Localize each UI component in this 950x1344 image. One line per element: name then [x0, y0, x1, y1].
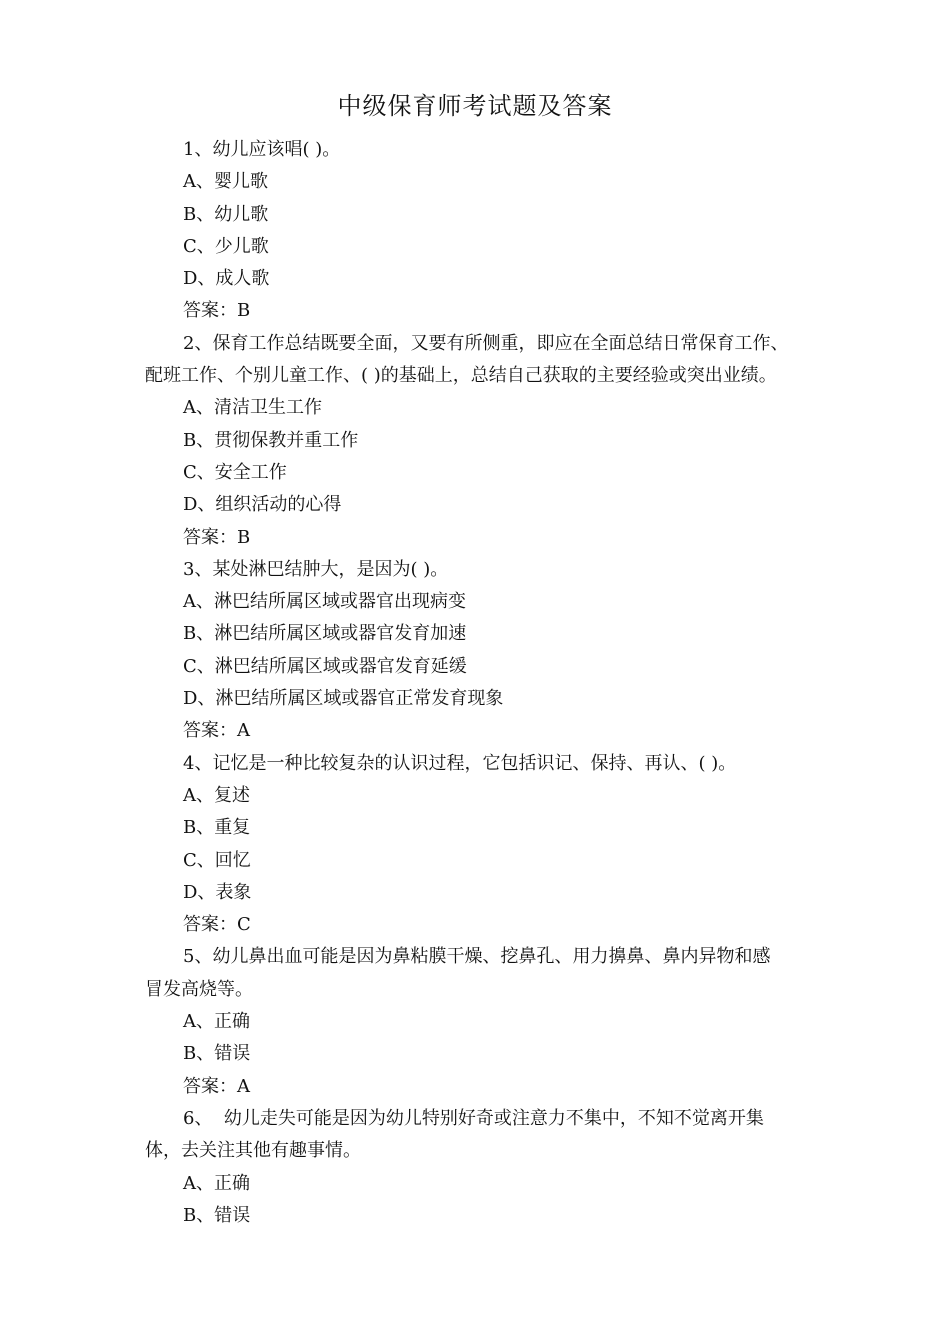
question-3-option-c: C、淋巴结所属区域或器官发育延缓	[183, 655, 467, 677]
question-3-stem: 3、某处淋巴结肿大，是因为( )。	[183, 558, 449, 580]
question-5-stem-line-1: 5、幼儿鼻出血可能是因为鼻粘膜干燥、挖鼻孔、用力擤鼻、鼻内异物和感	[183, 946, 771, 968]
question-5-option-a: A、正确	[183, 1011, 250, 1033]
question-1-option-d: D、成人歌	[183, 268, 270, 290]
question-2-option-b: B、贯彻保教并重工作	[183, 429, 359, 451]
question-5-answer: 答案：A	[183, 1075, 250, 1097]
question-3-option-d: D、淋巴结所属区域或器官正常发育现象	[183, 688, 504, 710]
question-1-stem: 1、幼儿应该唱( )。	[183, 139, 341, 160]
question-6-option-a: A、正确	[183, 1172, 250, 1194]
question-4-option-b: B、重复	[183, 817, 251, 839]
question-2-stem-line-2: 配班工作、个别儿童工作、( )的基础上，总结自己获取的主要经验或突出业绩。	[145, 365, 777, 387]
question-3-option-a: A、淋巴结所属区域或器官出现病变	[183, 591, 466, 613]
document-title: 中级保育师考试题及答案	[337, 92, 613, 120]
question-4-option-d: D、表象	[183, 881, 252, 903]
question-1-option-c: C、少儿歌	[183, 235, 269, 257]
question-2-option-c: C、安全工作	[183, 461, 287, 483]
question-6-stem-line-1: 6、 幼儿走失可能是因为幼儿特别好奇或注意力不集中，不知不觉离开集	[183, 1107, 764, 1129]
question-5-stem-line-2: 冒发高烧等。	[145, 978, 253, 1000]
question-4-option-a: A、复述	[183, 784, 250, 806]
question-2-option-d: D、组织活动的心得	[183, 494, 342, 516]
question-2-stem-line-1: 2、保育工作总结既要全面，又要有所侧重，即应在全面总结日常保育工作、	[183, 332, 789, 354]
question-2-option-a: A、清洁卫生工作	[183, 397, 322, 419]
question-1-answer: 答案：B	[183, 300, 251, 322]
question-5-option-b: B、错误	[183, 1043, 251, 1065]
question-list	[145, 134, 825, 1232]
question-4-stem: 4、记忆是一种比较复杂的认识过程，它包括识记、保持、再认、( )。	[183, 752, 737, 774]
question-4-answer: 答案：C	[183, 914, 251, 936]
question-6-option-b: B、错误	[183, 1204, 251, 1226]
question-3-answer: 答案：A	[183, 720, 250, 742]
question-6-stem-line-2: 体，去关注其他有趣事情。	[145, 1140, 361, 1162]
question-2-answer: 答案：B	[183, 526, 251, 548]
question-1-option-a: A、婴儿歌	[183, 171, 268, 193]
question-3-option-b: B、淋巴结所属区域或器官发育加速	[183, 623, 467, 645]
question-1-option-b: B、幼儿歌	[183, 203, 269, 225]
question-4-option-c: C、回忆	[183, 849, 251, 871]
